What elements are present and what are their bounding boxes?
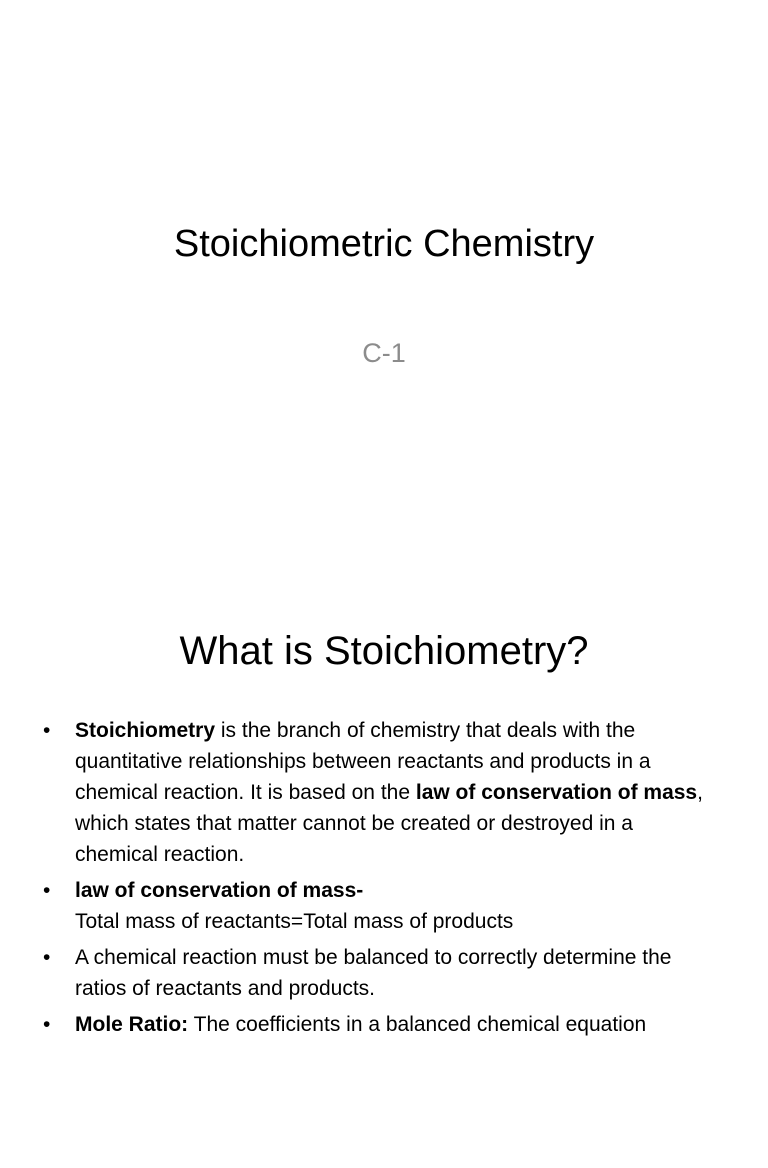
definition-text-a: is the branch of chemistry that deals with the quantitative relationships between reactants and products in a chemical reaction. It is based on the bbox=[75, 719, 651, 804]
bullet-item-law bbox=[40, 875, 720, 937]
bullet-icon: • bbox=[43, 719, 51, 742]
bullet-icon: • bbox=[43, 1013, 51, 1036]
term-stoichiometry: Stoichiometry bbox=[75, 719, 216, 742]
slide-heading: What is Stoichiometry? bbox=[179, 629, 589, 673]
balanced-text: A chemical reaction must be balanced to correctly determine the ratios of reactants and products. bbox=[75, 946, 672, 1000]
law-heading: law of conservation of mass- bbox=[75, 879, 364, 902]
term-law-of-conservation: law of conservation of mass bbox=[415, 781, 698, 804]
bullet-icon: • bbox=[43, 946, 51, 969]
law-equation: Total mass of reactants=Total mass of products bbox=[75, 910, 514, 933]
slide-title: Stoichiometric Chemistry bbox=[173, 223, 595, 265]
term-mole-ratio: Mole Ratio: bbox=[75, 1013, 189, 1036]
mole-ratio-text: The coefficients in a balanced chemical equation bbox=[188, 1013, 647, 1036]
slide-subtitle: C-1 bbox=[362, 338, 406, 368]
title-slide bbox=[0, 0, 768, 576]
definition-text-b: , which states that matter cannot be created or destroyed in a chemical reaction. bbox=[75, 781, 703, 866]
bullet-item-mole-ratio bbox=[40, 1009, 720, 1040]
bullet-item-balanced bbox=[40, 942, 720, 1004]
bullet-icon: • bbox=[43, 879, 51, 902]
content-slide bbox=[0, 592, 768, 1168]
bullet-list bbox=[40, 715, 720, 1045]
bullet-item-definition bbox=[40, 715, 720, 870]
